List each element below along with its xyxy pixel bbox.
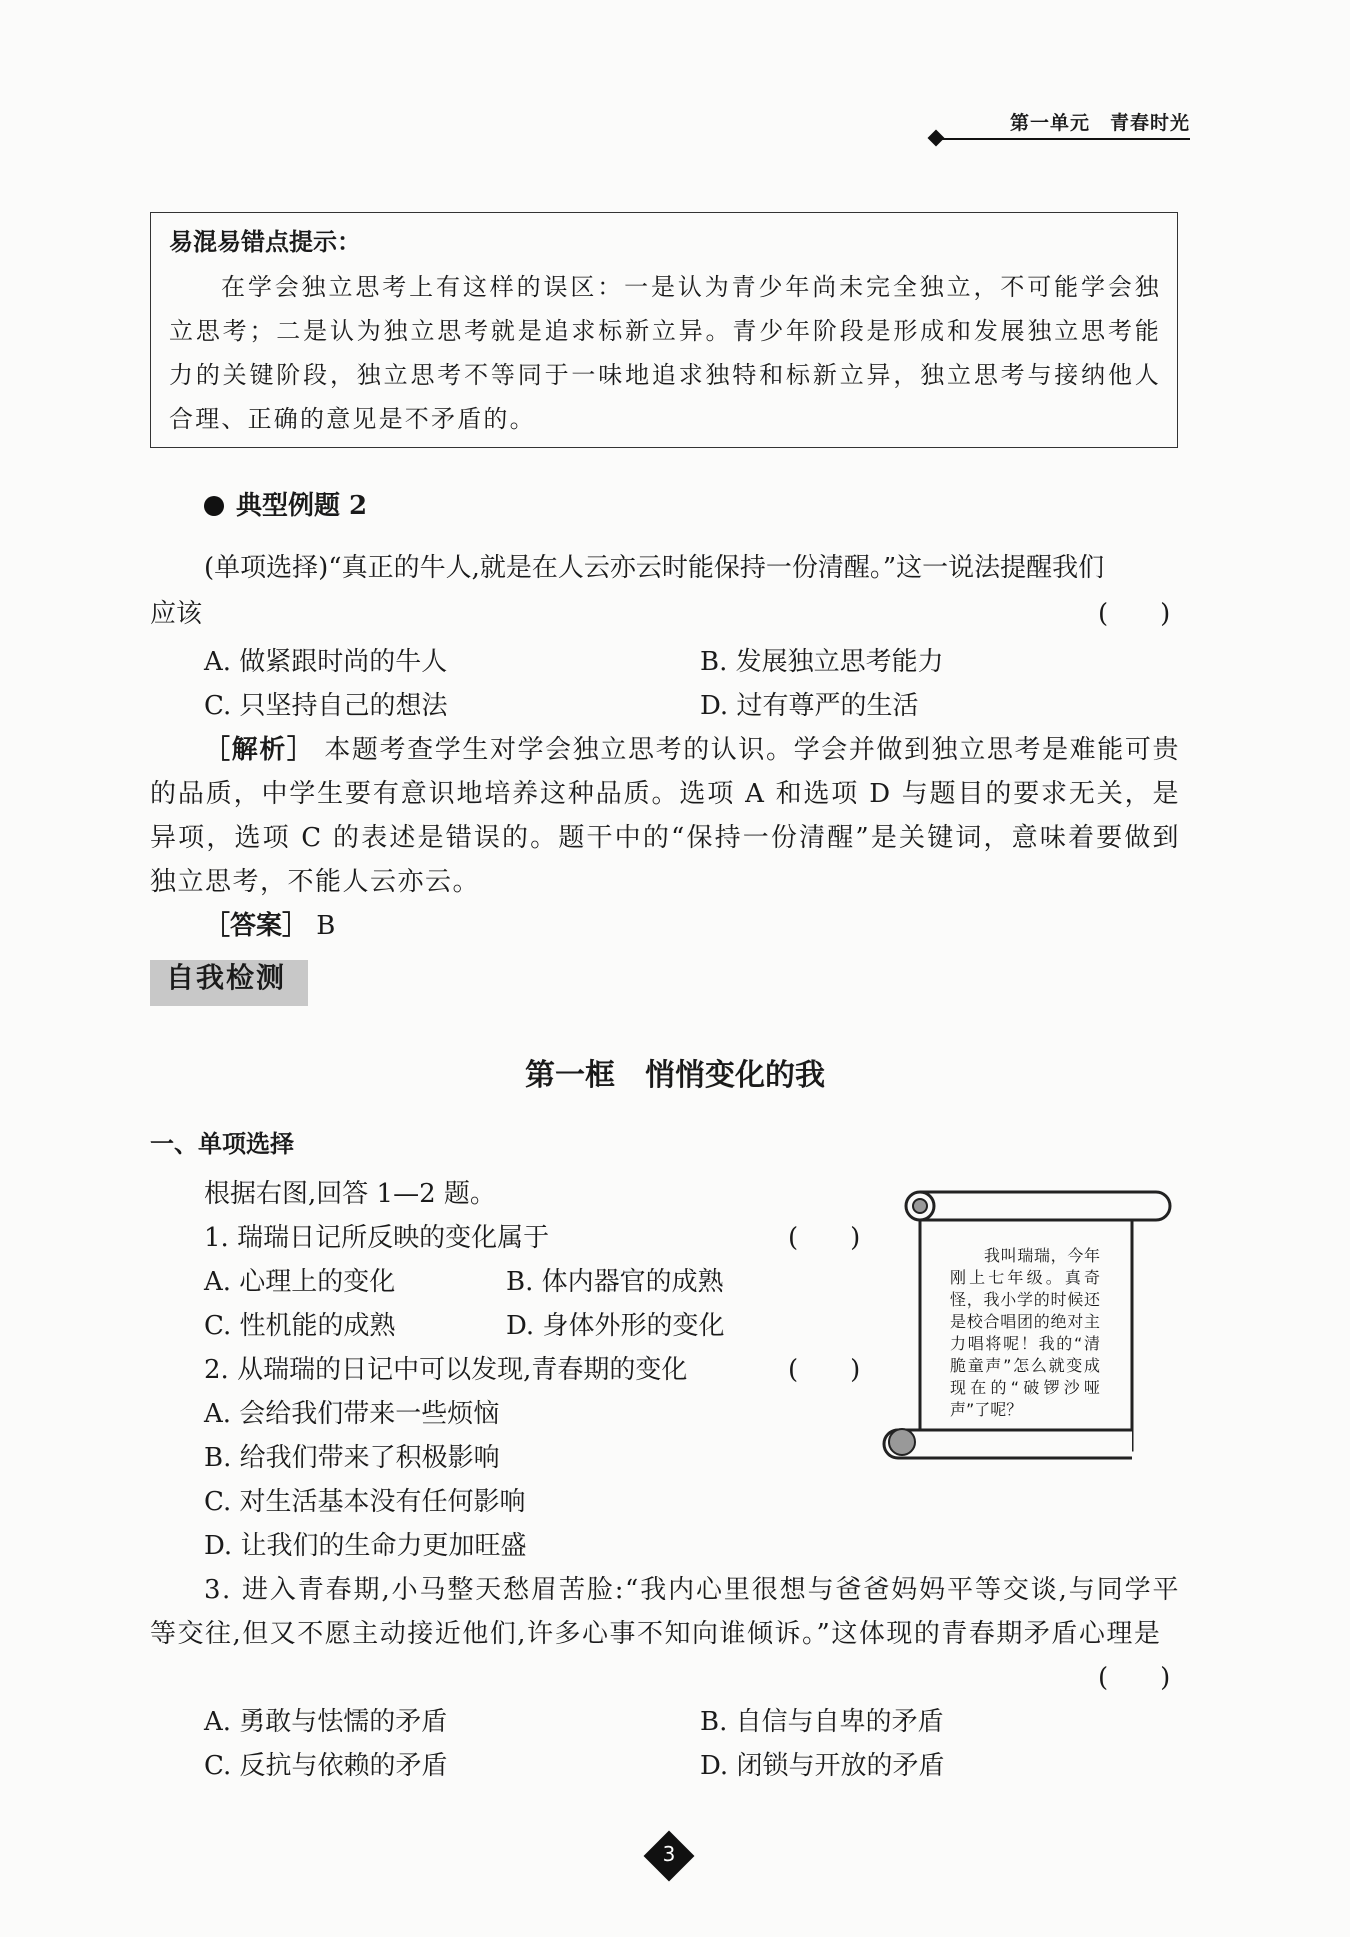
q2-option-c: C. 对生活基本没有任何影响 [204, 1487, 526, 1517]
q3-paren: ( ) [1098, 1663, 1171, 1693]
scroll-top-curl-core [913, 1199, 927, 1213]
option-c: C. 只坚持自己的想法 [204, 691, 448, 721]
example-stem-line2: 应该 [150, 599, 203, 629]
example-stem-line1: (单项选择)“真正的牛人,就是在人云亦云时能保持一份清醒。”这一说法提醒我们 [204, 553, 1105, 583]
analysis-paragraph [150, 728, 1180, 904]
option-d: D. 过有尊严的生活 [700, 691, 919, 721]
page-number-badge [645, 1832, 693, 1880]
q3-option-a: A. 勇敢与怯懦的矛盾 [204, 1707, 448, 1737]
tip-box [150, 212, 1178, 448]
q2-paren: ( ) [788, 1355, 861, 1385]
section-intro: 根据右图,回答 1—2 题。 [204, 1179, 496, 1209]
q3-option-d: D. 闭锁与开放的矛盾 [700, 1751, 945, 1781]
option-a: A. 做紧跟时尚的牛人 [204, 647, 448, 677]
answer-label: ［答案］ [204, 911, 309, 941]
scroll-bottom-roll [884, 1430, 1132, 1458]
diary-text: 我叫瑞瑞，今年刚上七年级。真奇怪，我小学的时候还是校合唱团的绝对主力唱将呢！我的“清脆童声”怎么就变成现在的“破锣沙哑声”了呢？ [950, 1246, 1100, 1419]
q1-stem: 1. 瑞瑞日记所反映的变化属于 [204, 1223, 550, 1253]
q2-option-b: B. 给我们带来了积极影响 [204, 1443, 500, 1473]
self-check-label: 自我检测 [166, 961, 287, 994]
q1-option-c: C. 性机能的成熟 [204, 1311, 396, 1341]
answer-value: B [316, 911, 336, 941]
analysis-label: ［解析］ [204, 735, 315, 765]
q1-option-d: D. 身体外形的变化 [506, 1311, 725, 1341]
answer-line [204, 904, 335, 948]
page-number: 3 [662, 1842, 676, 1866]
bullet-dot-icon [204, 496, 224, 516]
example-heading-text: 典型例题 2 [236, 491, 368, 521]
tip-title: 易混易错点提示： [169, 228, 361, 256]
diamond-bullet-icon [928, 130, 945, 147]
unit-title: 第一单元 青春时光 [1009, 112, 1190, 134]
option-b: B. 发展独立思考能力 [700, 647, 944, 677]
section-title: 一、单项选择 [150, 1130, 294, 1158]
q2-option-a: A. 会给我们带来一些烦恼 [204, 1399, 500, 1429]
example-heading [204, 485, 367, 522]
tip-body: 在学会独立思考上有这样的误区：一是认为青少年尚未完全独立，不可能学会独立思考；二是认为独立思考就是追求标新立异。青少年阶段是形成和发展独立思考能力的关键阶段，独立思考不等同于一味地追求独特和标新立异，独立思考与接纳他人合理、正确的意见是不矛盾的。 [169, 273, 1161, 433]
q2-option-d: D. 让我们的生命力更加旺盛 [204, 1531, 527, 1561]
q1-option-a: A. 心理上的变化 [204, 1267, 396, 1297]
analysis-text: 本题考查学生对学会独立思考的认识。学会并做到独立思考是难能可贵的品质，中学生要有意识地培养这种品质。选项 A 和选项 D 与题目的要求无关，是异项，选项 C 的表述是错误的。题干中的“保持一份清醒”是关键词，意味着要做到独立思考，不能人云亦云。 [150, 735, 1180, 897]
scroll-top-roll [920, 1192, 1170, 1220]
q1-option-b: B. 体内器官的成熟 [506, 1267, 724, 1297]
answer-paren: ( ) [1098, 599, 1171, 629]
q2-stem: 2. 从瑞瑞的日记中可以发现,青春期的变化 [204, 1355, 688, 1385]
q1-paren: ( ) [788, 1223, 861, 1253]
frame-title: 第一框 悄悄变化的我 [525, 1058, 825, 1093]
scroll-bottom-curl [889, 1429, 915, 1455]
running-header [930, 108, 1190, 142]
q3-stem: 3. 进入青春期,小马整天愁眉苦脸:“我内心里很想与爸爸妈妈平等交谈,与同学平等交往,但又不愿主动接近他们,许多心事不知向谁倾诉。”这体现的青春期矛盾心理是 [150, 1575, 1180, 1649]
q3-option-c: C. 反抗与依赖的矛盾 [204, 1751, 448, 1781]
q3-option-b: B. 自信与自卑的矛盾 [700, 1707, 944, 1737]
header-rule [940, 138, 1190, 140]
